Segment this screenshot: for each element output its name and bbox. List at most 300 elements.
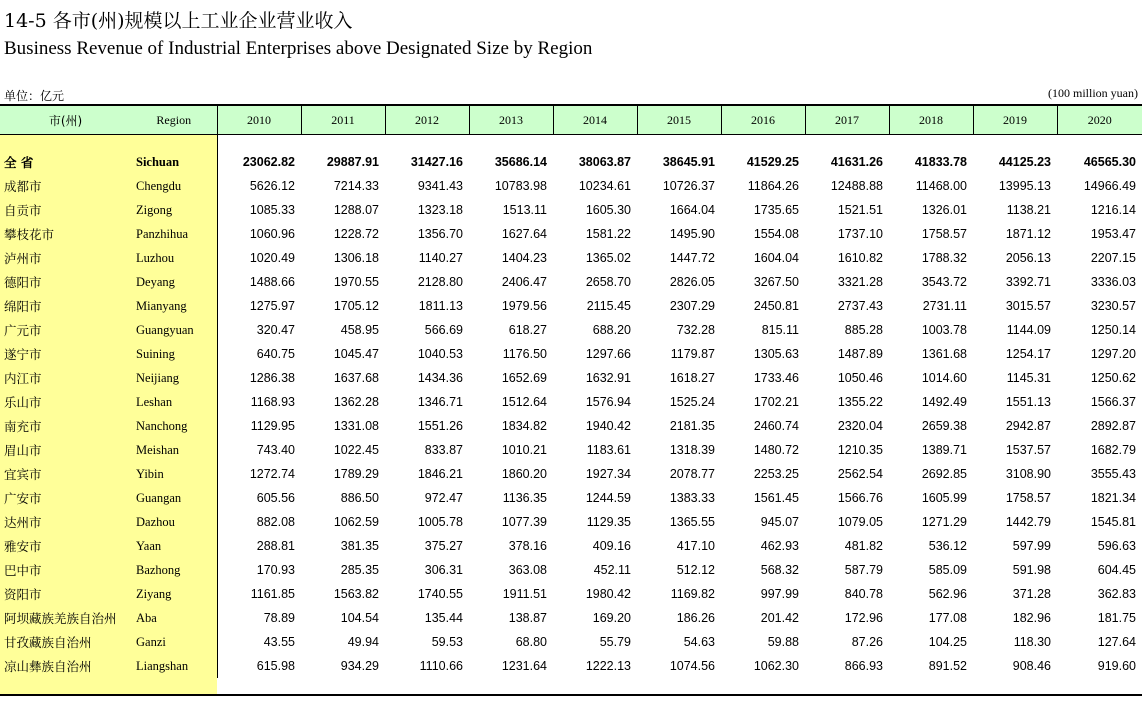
cell-value: 10783.98 [494,179,547,193]
cell-value: 1005.78 [417,515,463,529]
table-row [0,582,1142,606]
cell-region-name: Suining [136,346,175,361]
header-city: 市(州) [0,105,131,135]
cell-value: 1811.13 [418,299,463,313]
cell-value: 9341.43 [417,179,463,193]
cell-value: 118.30 [1013,635,1051,649]
cell-value: 1682.79 [1090,443,1136,457]
cell-value: 1652.69 [501,371,547,385]
cell-city-name: 广安市 [4,491,42,506]
cell-value: 285.35 [340,563,379,577]
spacer-cell [0,135,131,151]
cell-value: 587.79 [844,563,883,577]
header-year: 2015 [637,105,721,135]
cell-value: 833.87 [424,443,463,457]
cell-value: 1970.55 [333,275,379,289]
cell-value: 2892.87 [1090,419,1136,433]
cell-value: 2737.43 [837,299,883,313]
cell-value: 1705.12 [333,299,379,313]
cell-city-name: 绵阳市 [4,299,42,314]
spacer-cell [131,135,217,151]
cell-region-name: Nanchong [136,418,188,433]
cell-value: 1077.39 [501,515,547,529]
cell-region-name: Ganzi [136,634,166,649]
cell-value: 562.96 [928,587,967,601]
spacer-cell [721,135,805,151]
cell-value: 1346.71 [417,395,463,409]
table-row [0,414,1142,438]
cell-value: 378.16 [508,539,547,553]
cell-value: 885.28 [844,323,883,337]
cell-city-name: 广元市 [4,323,42,338]
cell-region-name: Guangyuan [136,322,194,337]
cell-value: 127.64 [1097,635,1136,649]
cell-value: 596.63 [1097,539,1136,553]
table-row [0,246,1142,270]
cell-value: 1060.96 [217,222,301,246]
header-year: 2020 [1057,105,1142,135]
table-row [0,294,1142,318]
cell-value: 840.78 [844,587,883,601]
table-row [0,534,1142,558]
unit-label-chinese: 单位：亿元 [4,89,65,103]
cell-value: 201.42 [760,611,799,625]
cell-value: 3543.72 [921,275,967,289]
cell-value: 2562.54 [837,467,883,481]
cell-value: 104.54 [340,611,379,625]
cell-value: 1136.35 [502,491,547,505]
cell-value: 1275.97 [217,294,301,318]
cell-value: 49.94 [347,635,379,649]
cell-value: 1735.65 [753,203,799,217]
cell-value: 104.25 [928,635,967,649]
header-year: 2019 [973,105,1057,135]
cell-value: 2731.11 [922,299,967,313]
cell-value: 1014.60 [921,371,967,385]
cell-value: 135.44 [424,611,463,625]
cell-value: 615.98 [217,654,301,678]
cell-value: 1605.99 [921,491,967,505]
cell-value: 46565.30 [1083,155,1136,169]
cell-region-name: Meishan [136,442,180,457]
table-row [0,390,1142,414]
cell-value: 732.28 [676,323,715,337]
cell-value: 1062.30 [753,659,799,673]
cell-value: 618.27 [508,323,547,337]
cell-value: 11468.00 [915,179,967,193]
cell-value: 462.93 [760,539,799,553]
cell-value: 458.95 [340,323,379,337]
cell-value: 891.52 [928,659,967,673]
cell-value: 41529.25 [746,155,799,169]
cell-value: 866.93 [844,659,883,673]
cell-value: 23062.82 [217,150,301,174]
spacer-cell [805,135,889,151]
cell-value: 1834.82 [501,419,547,433]
cell-value: 2128.80 [417,275,463,289]
cell-value: 43.55 [217,630,301,654]
cell-value: 1447.72 [669,251,715,265]
cell-value: 1513.11 [502,203,547,217]
cell-value: 1821.34 [1090,491,1136,505]
cell-value: 2207.15 [1090,251,1136,265]
cell-value: 59.53 [431,635,463,649]
cell-value: 1492.49 [921,395,967,409]
cell-value: 1286.38 [217,366,301,390]
cell-value: 3267.50 [753,275,799,289]
header-year: 2013 [469,105,553,135]
cell-value: 1361.68 [921,347,967,361]
cell-region-name: Sichuan [136,154,180,169]
cell-value: 934.29 [340,659,379,673]
cell-value: 1495.90 [669,227,715,241]
cell-city-name: 德阳市 [4,275,42,290]
cell-value: 1702.21 [753,395,799,409]
table-row [0,630,1142,654]
table-row [0,270,1142,294]
cell-value: 568.32 [760,563,799,577]
cell-region-name: Luzhou [136,250,175,265]
cell-value: 1566.37 [1090,395,1136,409]
cell-city-name: 巴中市 [4,563,42,578]
cell-value: 1561.45 [753,491,799,505]
cell-value: 11864.26 [747,179,799,193]
cell-city-name: 阿坝藏族羌族自治州 [4,611,117,626]
title-chinese: 14-5 各市(州)规模以上工业企业营业收入 [4,10,353,32]
cell-value: 1179.87 [670,347,715,361]
cell-value: 1297.66 [585,347,631,361]
cell-value: 1074.56 [669,659,715,673]
cell-value: 2078.77 [669,467,715,481]
cell-value: 1979.56 [501,299,547,313]
cell-value: 1551.13 [1005,395,1051,409]
cell-value: 13995.13 [998,179,1051,193]
cell-value: 1138.21 [1006,203,1051,217]
spacer-cell [1057,135,1142,151]
title-english: Business Revenue of Industrial Enterprises above Designated Size by Region [4,38,593,59]
spacer-cell [217,135,301,151]
cell-value: 1871.12 [1005,227,1051,241]
table-row [0,222,1142,246]
header-year: 2018 [889,105,973,135]
cell-value: 1022.45 [333,443,379,457]
table-row [0,462,1142,486]
table-row [0,510,1142,534]
cell-value: 1228.72 [333,227,379,241]
cell-value: 2320.04 [837,419,883,433]
cell-city-name: 资阳市 [4,587,42,602]
cell-value: 512.12 [676,563,715,577]
cell-value: 1362.28 [333,395,379,409]
cell-value: 1581.22 [585,227,631,241]
cell-value: 1563.82 [333,587,379,601]
unit-label-english: (100 million yuan) [1048,86,1138,100]
cell-value: 68.80 [515,635,547,649]
cell-value: 1758.57 [921,227,967,241]
cell-value: 1627.64 [501,227,547,241]
cell-value: 1758.57 [1005,491,1051,505]
cell-value: 320.47 [217,318,301,342]
cell-value: 35686.14 [494,155,547,169]
spacer-cell [637,135,721,151]
cell-city-name: 攀枝花市 [4,227,55,242]
cell-city-name: 自贡市 [4,203,42,218]
cell-value: 1318.39 [669,443,715,457]
cell-value: 1356.70 [417,227,463,241]
header-region: Region [131,105,217,135]
cell-value: 1911.51 [502,587,547,601]
table-row [0,654,1142,678]
cell-value: 1605.30 [585,203,631,217]
cell-value: 87.26 [851,635,883,649]
cell-value: 1632.91 [585,371,631,385]
table-row [0,438,1142,462]
header-year: 2012 [385,105,469,135]
header-year: 2016 [721,105,805,135]
cell-value: 3321.28 [837,275,883,289]
cell-region-name: Bazhong [136,562,181,577]
cell-value: 182.96 [1012,611,1051,625]
cell-value: 55.79 [599,635,631,649]
cell-value: 2181.35 [669,419,715,433]
cell-value: 29887.91 [326,155,379,169]
cell-value: 688.20 [592,323,631,337]
cell-value: 1488.66 [217,270,301,294]
cell-value: 1442.79 [1005,515,1051,529]
cell-value: 1610.82 [837,251,883,265]
cell-value: 1305.63 [753,347,799,361]
cell-value: 172.96 [844,611,883,625]
cell-value: 1326.01 [921,203,967,217]
cell-value: 972.47 [424,491,463,505]
cell-value: 1860.20 [501,467,547,481]
header-year: 2014 [553,105,637,135]
cell-value: 371.28 [1012,587,1051,601]
cell-value: 78.89 [217,606,301,630]
cell-value: 1487.89 [837,347,883,361]
cell-value: 743.40 [217,438,301,462]
cell-value: 1010.21 [501,443,547,457]
cell-value: 1521.51 [837,203,883,217]
table-row [0,174,1142,198]
cell-value: 640.75 [217,342,301,366]
cell-value: 1664.04 [669,203,715,217]
cell-value: 44125.23 [998,155,1051,169]
cell-city-name: 宜宾市 [4,467,42,482]
cell-value: 138.87 [508,611,547,625]
cell-value: 997.99 [760,587,799,601]
cell-value: 288.81 [217,534,301,558]
table-row [0,486,1142,510]
cell-value: 1169.82 [670,587,715,601]
cell-value: 1250.14 [1090,323,1136,337]
cell-value: 177.08 [928,611,967,625]
cell-value: 41833.78 [914,155,967,169]
spacer-cell [385,135,469,151]
spacer-cell [889,135,973,151]
cell-value: 2659.38 [921,419,967,433]
cell-value: 566.69 [424,323,463,337]
cell-value: 375.27 [424,539,463,553]
cell-value: 1566.76 [837,491,883,505]
cell-value: 1085.33 [217,198,301,222]
cell-value: 417.10 [676,539,715,553]
cell-value: 1062.59 [333,515,379,529]
cell-region-name: Guangan [136,490,182,505]
cell-value: 1003.78 [921,323,967,337]
cell-value: 1020.49 [217,246,301,270]
cell-value: 1040.53 [417,347,463,361]
table-header-row [0,105,1142,135]
cell-value: 1183.61 [586,443,631,457]
cell-value: 1789.29 [333,467,379,481]
cell-city-name: 甘孜藏族自治州 [4,635,92,650]
cell-region-name: Yibin [136,466,164,481]
cell-region-name: Zigong [136,202,173,217]
cell-value: 1222.13 [585,659,631,673]
cell-value: 1365.02 [585,251,631,265]
cell-value: 1618.27 [669,371,715,385]
cell-value: 1545.81 [1090,515,1136,529]
cell-value: 886.50 [340,491,379,505]
cell-value: 3108.90 [1005,467,1051,481]
cell-value: 2942.87 [1005,419,1051,433]
cell-value: 1365.55 [669,515,715,529]
cell-value: 363.08 [508,563,547,577]
cell-value: 1512.64 [501,395,547,409]
cell-value: 1953.47 [1090,227,1136,241]
spacer-cell [553,135,637,151]
cell-city-name: 达州市 [4,515,42,530]
cell-value: 1788.32 [921,251,967,265]
cell-region-name: Aba [136,610,157,625]
cell-value: 1129.35 [586,515,631,529]
cell-value: 1144.09 [1006,323,1051,337]
cell-value: 1637.68 [333,371,379,385]
cell-value: 945.07 [760,515,799,529]
cell-city-name: 内江市 [4,371,42,386]
cell-value: 2115.45 [586,299,631,313]
cell-value: 1297.20 [1090,347,1136,361]
cell-value: 1306.18 [333,251,379,265]
revenue-table [0,104,1142,678]
cell-value: 2450.81 [753,299,799,313]
cell-value: 1554.08 [753,227,799,241]
cell-value: 1740.55 [417,587,463,601]
cell-value: 1331.08 [333,419,379,433]
cell-value: 452.11 [593,563,631,577]
cell-value: 169.20 [592,611,631,625]
spacer-row [0,135,1142,151]
cell-value: 2056.13 [1005,251,1051,265]
cell-value: 1145.31 [1006,371,1051,385]
cell-value: 919.60 [1097,659,1136,673]
cell-region-name: Yaan [136,538,162,553]
cell-value: 3015.57 [1005,299,1051,313]
cell-city-name: 泸州市 [4,251,42,266]
cell-value: 1737.10 [837,227,883,241]
cell-value: 604.45 [1097,563,1136,577]
cell-value: 1846.21 [417,467,463,481]
cell-value: 597.99 [1012,539,1051,553]
cell-region-name: Leshan [136,394,173,409]
cell-value: 1525.24 [669,395,715,409]
cell-value: 1231.64 [501,659,547,673]
table-row [0,606,1142,630]
cell-value: 59.88 [767,635,799,649]
header-year: 2017 [805,105,889,135]
table-row [0,342,1142,366]
cell-region-name: Chengdu [136,178,182,193]
cell-value: 3555.43 [1090,467,1136,481]
cell-value: 14966.49 [1083,179,1136,193]
cell-value: 2658.70 [585,275,631,289]
cell-value: 1254.17 [1005,347,1051,361]
cell-value: 1140.27 [418,251,463,265]
cell-value: 2406.47 [501,275,547,289]
table-row [0,558,1142,582]
cell-region-name: Liangshan [136,658,189,673]
cell-value: 409.16 [592,539,631,553]
cell-city-name: 眉山市 [4,443,42,458]
cell-value: 605.56 [217,486,301,510]
cell-value: 815.11 [761,323,799,337]
cell-value: 2826.05 [669,275,715,289]
cell-value: 38063.87 [578,155,631,169]
cell-value: 41631.26 [830,155,883,169]
cell-value: 31427.16 [410,155,463,169]
cell-value: 1389.71 [921,443,967,457]
spacer-cell [973,135,1057,151]
cell-value: 381.35 [340,539,379,553]
cell-value: 1168.93 [217,390,301,414]
cell-value: 1250.62 [1090,371,1136,385]
cell-value: 1050.46 [837,371,883,385]
header-year: 2011 [301,105,385,135]
cell-region-name: Deyang [136,274,175,289]
cell-region-name: Mianyang [136,298,187,313]
cell-value: 1288.07 [333,203,379,217]
table-row [0,366,1142,390]
cell-value: 1940.42 [585,419,631,433]
cell-value: 2253.25 [753,467,799,481]
cell-value: 2692.85 [921,467,967,481]
cell-value: 2307.29 [669,299,715,313]
cell-value: 1576.94 [585,395,631,409]
cell-value: 1537.57 [1005,443,1051,457]
spacer-cell [301,135,385,151]
cell-region-name: Ziyang [136,586,172,601]
cell-region-name: Panzhihua [136,226,189,241]
cell-value: 481.82 [844,539,883,553]
cell-city-name: 遂宁市 [4,347,42,362]
spacer-cell [469,135,553,151]
cell-value: 3336.03 [1090,275,1136,289]
table-row [0,198,1142,222]
cell-city-name: 全 省 [4,155,34,170]
cell-city-name: 乐山市 [4,395,42,410]
cell-city-name: 凉山彝族自治州 [4,659,92,674]
cell-value: 585.09 [928,563,967,577]
cell-value: 12488.88 [830,179,883,193]
bottom-rule [0,694,1142,696]
cell-region-name: Dazhou [136,514,175,529]
cell-value: 1604.04 [753,251,799,265]
cell-value: 1434.36 [417,371,463,385]
cell-value: 1272.74 [217,462,301,486]
header-year: 2010 [217,105,301,135]
cell-region-name: Neijiang [136,370,180,385]
